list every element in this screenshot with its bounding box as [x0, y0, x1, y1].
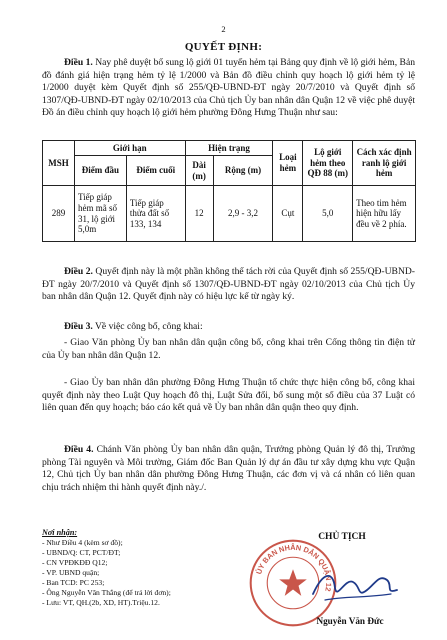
- recipient-item: - Ông Nguyễn Văn Thắng (để trả lời đơn);: [42, 588, 171, 597]
- article-4-text: Chánh Văn phòng Ủy ban nhân dân quận, Trưởng phòng Quản lý đô thị, Trưởng phòng Tài nguyên và Môi trường, Giám đốc Ban Quản lý dự án đầu tư xây dựng khu vực Quận 12, Chủ tịch Ủy ban nhân dân phường Đông Hưng Thuận, các đơn vị và cá nhân có liên quan chịu trách nhiệm thi hành quyết định này./.: [42, 444, 415, 493]
- article-3-item-1: [42, 337, 415, 362]
- article-1-label: Điều 1.: [64, 57, 93, 68]
- header-loai-hem: Loại hẻm: [273, 141, 303, 186]
- signatory-title: CHỦ TỊCH: [318, 532, 366, 542]
- article-3-item-2: [42, 377, 415, 415]
- article-3: [42, 321, 415, 334]
- cell-loai-hem: Cụt: [273, 186, 303, 242]
- header-diem-cuoi: Điểm cuối: [126, 156, 185, 186]
- article-1-text: Nay phê duyệt bổ sung lộ giới 01 tuyến hẻm tại Bảng quy định về lộ giới hẻm, Bản đồ đánh giá hiện trạng hẻm tỷ lệ 1/2000 và Bản đồ điều chỉnh quy hoạch lộ giới hẻm tỷ lệ 1/2000 duyệt kèm Quyết định số 255/QĐ-UBND-ĐT ngày 20/7/2010 và Quyết định số 1307/QĐ-UBND-ĐT ngày 02/10/2013 của Chủ tịch Ủy ban nhân dân Quận 12 về việc phê duyệt Đồ án điều chỉnh quy hoạch lộ giới hẻm phường Đông Hưng Thuận như sau:: [42, 57, 415, 119]
- article-2-text: Quyết định này là một phần không thể tách rời của Quyết định số 255/QĐ-UBND-ĐT ngày 20/7/2010 và Quyết định số 1307/QĐ-UBND-ĐT ngày 02/10/2013 của Chủ tịch Ủy ban nhân dân Quận 12. Quyết định này có hiệu lực kể từ ngày ký.: [42, 266, 415, 303]
- header-diem-dau: Điểm đầu: [74, 156, 126, 186]
- recipient-item: - Lưu: VT, QH.(2b, XD, HT).Triệu.12.: [42, 598, 160, 607]
- header-gioi-han: Giới hạn: [74, 141, 185, 156]
- cell-rong: 2,9 - 3,2: [213, 186, 273, 242]
- cell-msh: 289: [43, 186, 75, 242]
- signer-name: Nguyễn Văn Đức: [316, 616, 384, 626]
- cell-cach-xac-dinh: Theo tim hẻm hiện hữu lấy đều về 2 phía.: [353, 186, 416, 242]
- recipient-item: - UBND/Q: CT, PCT/ĐT;: [42, 548, 121, 557]
- recipients-block: [42, 528, 242, 608]
- article-2: [42, 266, 415, 304]
- cell-dai: 12: [185, 186, 213, 242]
- recipient-item: - Như Điều 4 (kèm sơ đồ);: [42, 538, 123, 547]
- article-3-text: Về việc công bố, công khai:: [92, 321, 203, 332]
- article-2-label: Điều 2.: [64, 266, 93, 277]
- recipients-title: Nơi nhận:: [42, 528, 78, 537]
- header-msh: MSH: [43, 141, 75, 186]
- header-lo-gioi: Lộ giới hẻm theo QĐ 88 (m): [303, 141, 353, 186]
- cell-diem-dau: Tiếp giáp hẻm mã số 31, lộ giới 5,0m: [74, 186, 126, 242]
- header-dai: Dài (m): [185, 156, 213, 186]
- recipient-item: - Ban TCD: PC 253;: [42, 578, 105, 587]
- alley-limits-table: [42, 140, 416, 242]
- cell-lo-gioi: 5,0: [303, 186, 353, 242]
- article-4: [42, 444, 415, 494]
- handwritten-signature: [305, 560, 405, 610]
- page-number: 2: [221, 24, 226, 34]
- article-4-label: Điều 4.: [64, 444, 94, 455]
- table-row: [43, 186, 416, 242]
- header-hien-trang: Hiện trạng: [185, 141, 273, 156]
- recipient-item: - VP. UBND quận;: [42, 568, 100, 577]
- article-3-label: Điều 3.: [64, 321, 93, 332]
- article-3-item-1-text: - Giao Văn phòng Ủy ban nhân dân quận công bố, công khai trên Cổng thông tin điện tử của Ủy ban nhân dân Quận 12.: [42, 337, 415, 361]
- recipient-item: - CN VPĐKĐĐ Q12;: [42, 558, 108, 567]
- header-cach-xac-dinh: Cách xác định ranh lộ giới hẻm: [353, 141, 416, 186]
- seal-text: ỦY BAN NHÂN DÂN QUẬN 12: [254, 542, 334, 593]
- article-1: [42, 57, 415, 120]
- header-rong: Rộng (m): [213, 156, 273, 186]
- article-3-item-2-text: - Giao Ủy ban nhân dân phường Đông Hưng Thuận tổ chức thực hiện công bố, công khai quyết định này theo Luật Quy hoạch đô thị, Luật Sửa đổi, bổ sung một số điều của 37 Luật có liên quan đến quy hoạch; báo cáo kết quả về Ủy ban nhân dân quận theo quy định.: [42, 377, 415, 414]
- decision-heading: QUYẾT ĐỊNH:: [184, 41, 263, 53]
- cell-diem-cuoi: Tiếp giáp thửa đất số 133, 134: [126, 186, 185, 242]
